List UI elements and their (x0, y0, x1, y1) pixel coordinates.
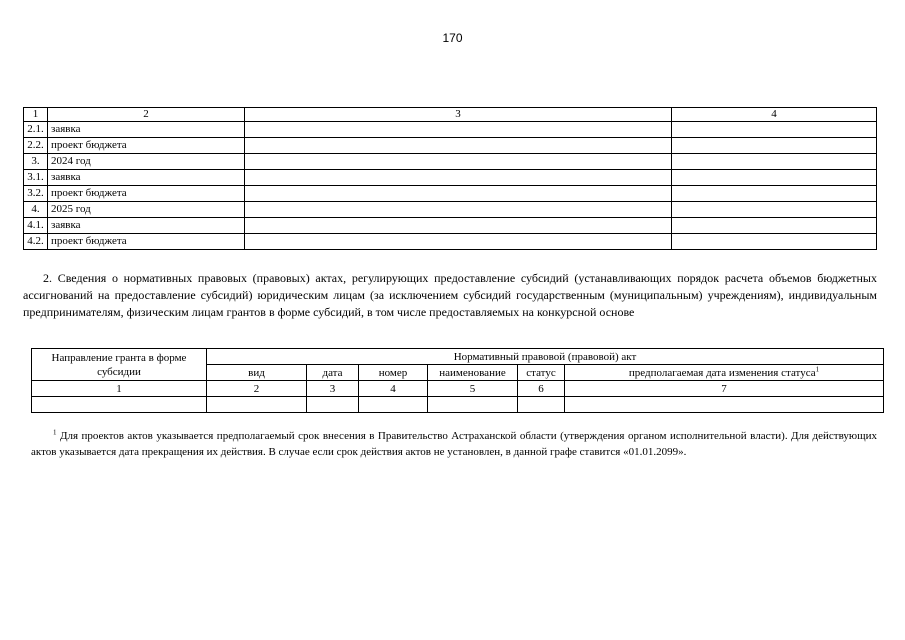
row-label: заявка (48, 170, 245, 186)
table-row (24, 122, 877, 138)
row-label: заявка (48, 122, 245, 138)
budget-table (23, 107, 877, 250)
footnote-mark: 1 (815, 364, 820, 373)
row-label: заявка (48, 218, 245, 234)
footnote-mark: 1 (53, 428, 57, 437)
direction-header: Направление гранта в форме субсидии (32, 349, 207, 381)
number-cell: 4 (359, 381, 428, 397)
section-paragraph: 2. Сведения о нормативных правовых (правовых) актах, регулирующих предоставление субсидий (устанавливающих порядок расчета объемов бюджетных ассигнований на предоставление субсидий) юридическим лицам (за исключением субсидий государственным (муниципальным) учреждениям), индивидуальным предпринимателям, физическим лицам грантов в форме субсидий, в том числе предоставляемых на конкурсной основе (23, 271, 877, 319)
header-cell: дата (307, 365, 359, 381)
header-cell: наименование (428, 365, 518, 381)
footnote (31, 429, 877, 460)
row-number: 2.2. (24, 138, 48, 154)
number-cell: 6 (518, 381, 565, 397)
header-cell-text: предполагаемая дата изменения статуса (628, 366, 816, 379)
header-cell: номер (359, 365, 428, 381)
table-row (24, 202, 877, 218)
table-row (24, 186, 877, 202)
row-label: проект бюджета (48, 138, 245, 154)
number-cell: 1 (32, 381, 207, 397)
row-number: 3. (24, 154, 48, 170)
table-row (24, 234, 877, 250)
header-cell (565, 365, 884, 381)
table-header-row (32, 349, 884, 365)
header-cell: 4 (672, 108, 877, 122)
page-number: 170 (442, 31, 463, 45)
table-row (24, 170, 877, 186)
row-label: проект бюджета (48, 186, 245, 202)
row-label: проект бюджета (48, 234, 245, 250)
number-cell: 7 (565, 381, 884, 397)
row-number: 4.1. (24, 218, 48, 234)
row-number: 4.2. (24, 234, 48, 250)
legal-acts-table (31, 348, 884, 413)
footnote-text: Для проектов актов указывается предполагаемый срок внесения в Правительство Астраханской области (утверждения органом исполнительной власти). Для действующих актов указывается дата прекращения их действия. В случае если срок действия актов не установлен, в данной графе ставится «01.01.2099». (31, 430, 878, 458)
header-cell: 3 (245, 108, 672, 122)
number-cell: 3 (307, 381, 359, 397)
group-header: Нормативный правовой (правовой) акт (207, 349, 884, 365)
row-number: 2.1. (24, 122, 48, 138)
row-label: 2024 год (48, 154, 245, 170)
row-number: 3.1. (24, 170, 48, 186)
header-cell: 1 (24, 108, 48, 122)
header-cell: статус (518, 365, 565, 381)
number-cell: 5 (428, 381, 518, 397)
row-number: 4. (24, 202, 48, 218)
table-number-row (32, 381, 884, 397)
table-header-row (24, 108, 877, 122)
row-number: 3.2. (24, 186, 48, 202)
header-cell: 2 (48, 108, 245, 122)
number-cell: 2 (207, 381, 307, 397)
row-label: 2025 год (48, 202, 245, 218)
table-row (24, 154, 877, 170)
table-row (32, 397, 884, 413)
table-row (24, 138, 877, 154)
table-row (24, 218, 877, 234)
header-cell: вид (207, 365, 307, 381)
